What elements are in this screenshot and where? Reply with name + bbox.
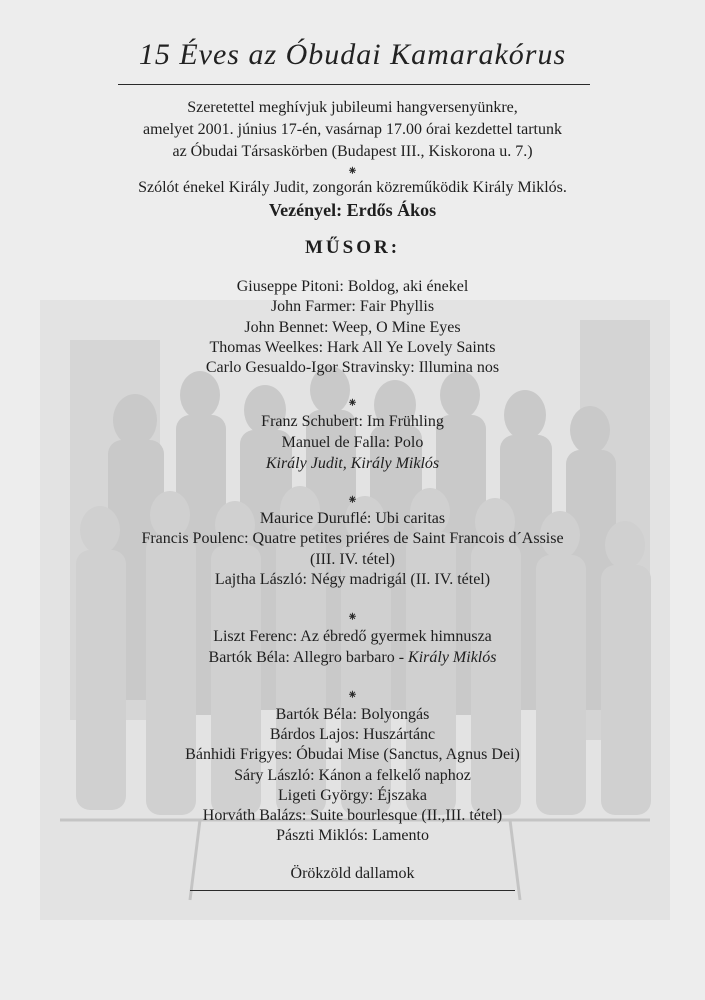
separator-ornament: ⁕ (347, 609, 358, 624)
invitation-line-3: az Óbudai Társaskörben (Budapest III., Kiskorona u. 7.) (172, 143, 533, 160)
program-item: Bárdos Lajos: Huszártánc (269, 726, 436, 743)
program-item: Francis Poulenc: Quatre petites priéres de Saint Francois d´Assise (141, 530, 564, 547)
performer-name: Király Miklós (408, 649, 497, 666)
program-item: John Bennet: Weep, O Mine Eyes (244, 319, 461, 336)
conductor-line: Vezényel: Erdős Ákos (268, 200, 437, 220)
separator-ornament: ⁕ (347, 395, 358, 410)
program-item: Thomas Weelkes: Hark All Ye Lovely Saints (209, 339, 496, 356)
page-title: 15 Éves az Óbudai Kamarakórus (138, 38, 567, 71)
closing-line: Örökzöld dallamok (290, 865, 415, 882)
program-item: Maurice Duruflé: Ubi caritas (259, 510, 446, 527)
program-heading: MŰSOR: (304, 237, 401, 258)
program-item: Ligeti György: Éjszaka (278, 787, 427, 804)
program-item-text: Bartók Béla: Allegro barbaro - (208, 649, 409, 666)
program-item-with-performer (0, 648, 705, 668)
separator-ornament: ⁕ (347, 163, 358, 178)
program-item: Lajtha László: Négy madrigál (II. IV. tétel) (214, 571, 491, 588)
program-item: Bartók Béla: Bolyongás (275, 706, 430, 723)
program-item: Sáry László: Kánon a felkelő naphoz (234, 767, 471, 784)
program-item: Giuseppe Pitoni: Boldog, aki énekel (236, 278, 469, 295)
invitation-line-2: amelyet 2001. június 17-én, vasárnap 17.00 órai kezdettel tartunk (143, 121, 562, 138)
title-underline (118, 84, 590, 85)
program-item: Manuel de Falla: Polo (281, 434, 424, 451)
program-item: Bánhidi Frigyes: Óbudai Mise (Sanctus, Agnus Dei) (185, 746, 520, 763)
program-item: Liszt Ferenc: Az ébredő gyermek himnusza (213, 628, 492, 645)
soloists-line: Szólót énekel Király Judit, zongorán közreműködik Király Miklós. (138, 179, 567, 196)
invitation-line-1: Szeretettel meghívjuk jubileumi hangversenyünkre, (187, 99, 518, 116)
program-item: Carlo Gesualdo-Igor Stravinsky: Illumina nos (205, 359, 500, 376)
separator-ornament: ⁕ (347, 687, 358, 702)
separator-ornament: ⁕ (347, 492, 358, 507)
program-item: Franz Schubert: Im Frühling (261, 413, 444, 430)
performers-line: Király Judit, Király Miklós (265, 455, 440, 472)
program-item: (III. IV. tétel) (310, 551, 395, 568)
program-item: John Farmer: Fair Phyllis (270, 298, 435, 315)
program-item: Pászti Miklós: Lamento (276, 827, 429, 844)
program-item: Horváth Balázs: Suite bourlesque (II.,III. tétel) (202, 807, 503, 824)
bottom-divider (190, 890, 515, 891)
